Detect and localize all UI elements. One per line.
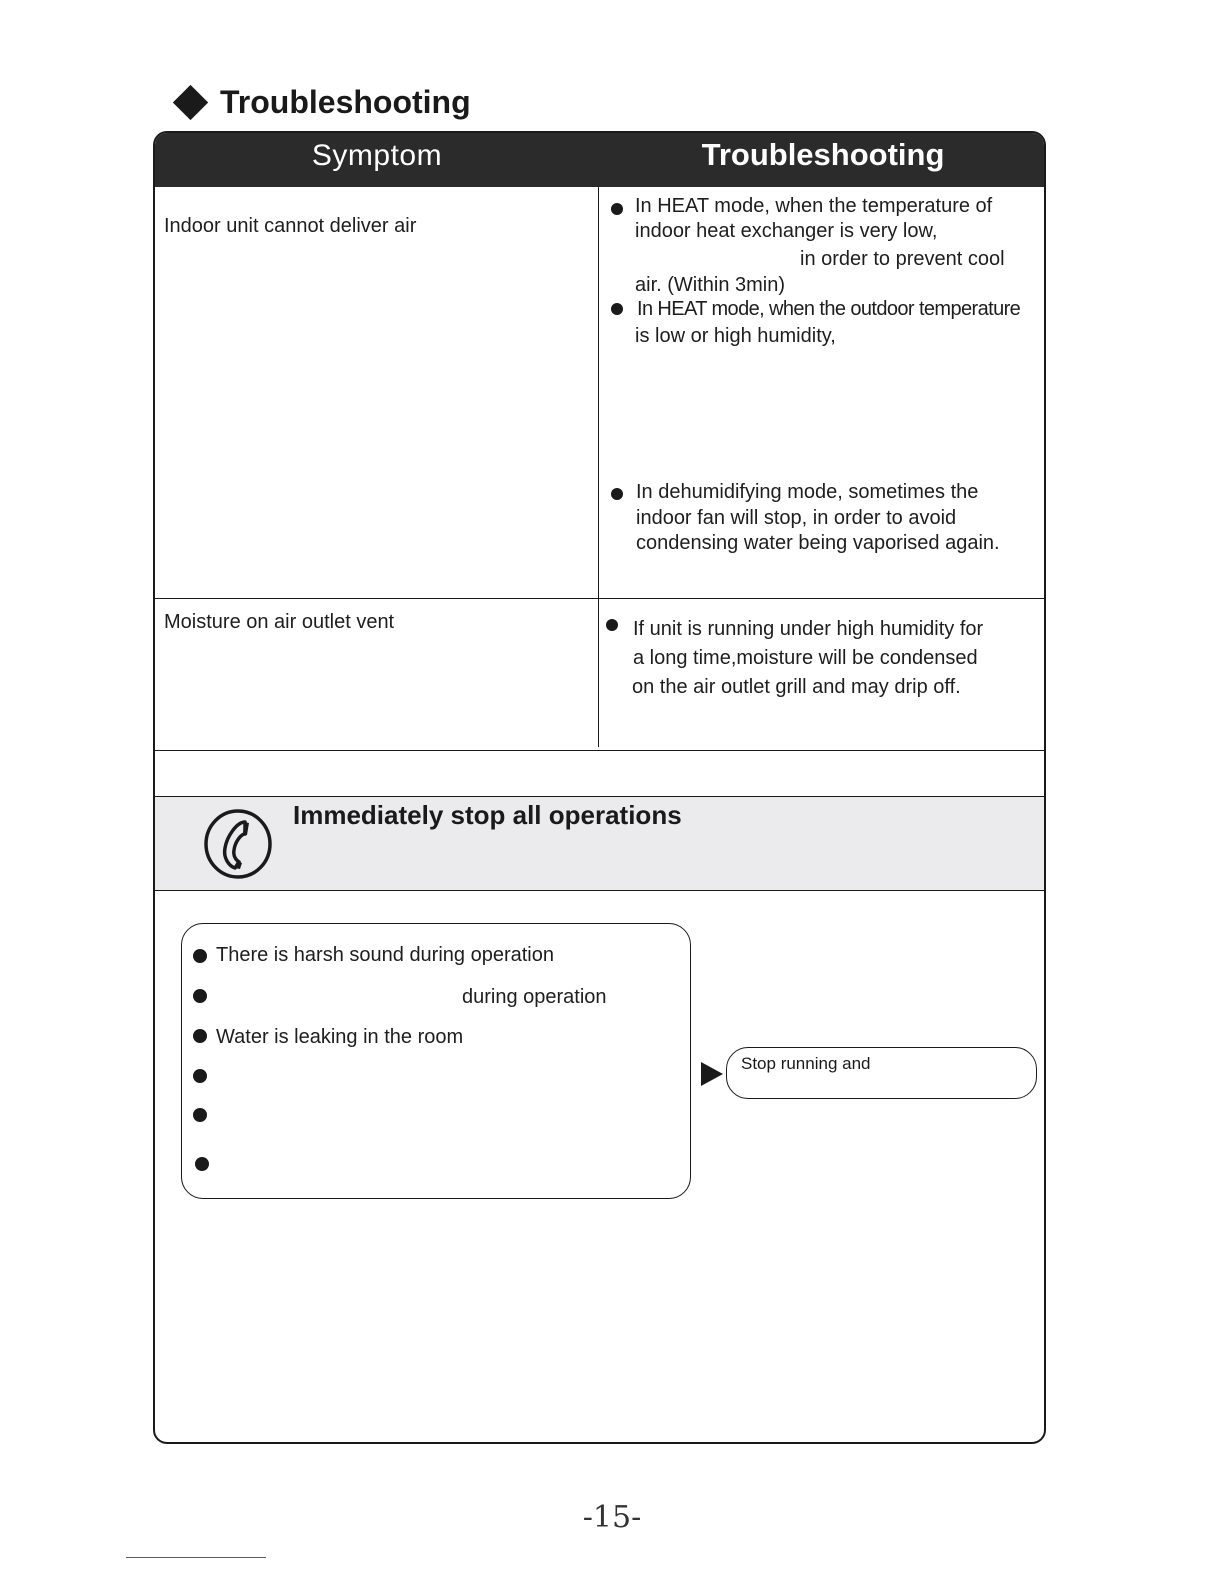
bullet-icon: [606, 619, 618, 631]
phone-icon: [203, 808, 273, 880]
troubleshooting-text: In HEAT mode, when the temperature of: [635, 195, 993, 217]
troubleshooting-text: indoor fan will stop, in order to avoid: [636, 507, 957, 529]
condition-item: There is harsh sound during operation: [216, 944, 554, 966]
symptom-cell: Moisture on air outlet vent: [164, 611, 395, 633]
row-divider: [155, 750, 1044, 751]
troubleshooting-text: If unit is running under high humidity for: [633, 618, 984, 640]
troubleshooting-text: is low or high humidity,: [635, 325, 836, 347]
troubleshooting-text: in order to prevent cool: [800, 248, 1005, 270]
bullet-icon: [611, 303, 623, 315]
heading-diamond-icon: [173, 85, 208, 120]
arrow-right-icon: [701, 1062, 723, 1086]
action-text: Stop running and: [741, 1054, 871, 1073]
troubleshooting-text: condensing water being vaporised again.: [636, 532, 1000, 554]
bullet-icon: [611, 488, 623, 500]
bullet-icon: [193, 949, 207, 963]
bullet-icon: [193, 1069, 207, 1083]
bullet-icon: [193, 1108, 207, 1122]
conditions-box: [181, 923, 691, 1199]
troubleshooting-text: In HEAT mode, when the outdoor temperature: [637, 298, 1021, 320]
troubleshooting-text: on the air outlet grill and may drip off.: [632, 676, 961, 698]
bullet-icon: [193, 989, 207, 1003]
bullet-icon: [193, 1029, 207, 1043]
troubleshooting-text: air. (Within 3min): [635, 274, 786, 296]
troubleshooting-text: a long time,moisture will be condensed: [633, 647, 978, 669]
troubleshooting-text: indoor heat exchanger is very low,: [635, 220, 938, 242]
bullet-icon: [195, 1157, 209, 1171]
column-header-troubleshooting: Troubleshooting: [701, 137, 945, 172]
condition-item: Water is leaking in the room: [216, 1026, 464, 1048]
troubleshooting-text: In dehumidifying mode, sometimes the: [636, 481, 979, 503]
column-divider: [598, 187, 599, 747]
page-number: -15-: [582, 1500, 642, 1535]
bullet-icon: [611, 203, 623, 215]
alert-title: Immediately stop all operations: [293, 800, 682, 830]
footer-rule: [126, 1557, 266, 1558]
symptom-cell: Indoor unit cannot deliver air: [164, 215, 417, 237]
troubleshooting-table: [153, 131, 1046, 1444]
page-title: Troubleshooting: [220, 84, 471, 120]
condition-item: during operation: [462, 986, 607, 1008]
column-header-symptom: Symptom: [311, 139, 443, 172]
action-box: [726, 1047, 1037, 1099]
row-divider: [155, 598, 1044, 599]
